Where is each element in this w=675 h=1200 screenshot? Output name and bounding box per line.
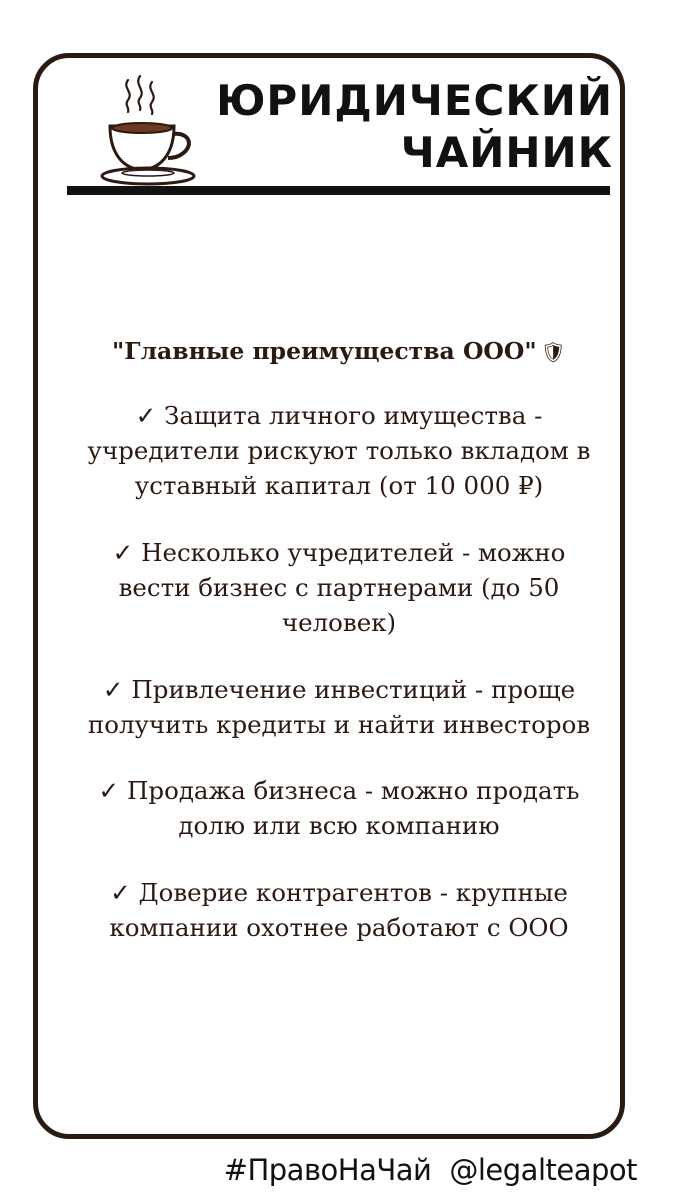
hashtag-link[interactable]: #ПравоНаЧай bbox=[223, 1153, 432, 1187]
benefit-line: ✓ Несколько учредителей - можно bbox=[112, 538, 566, 567]
benefit-line: ✓ Доверие контрагентов - крупные bbox=[110, 878, 568, 907]
benefit-item bbox=[66, 875, 612, 945]
brand-title-line1: ЮРИДИЧЕСКИЙ bbox=[216, 76, 613, 125]
post-heading bbox=[66, 333, 612, 370]
brand-title-line2: ЧАЙНИК bbox=[400, 128, 613, 177]
teacup-icon bbox=[98, 72, 202, 188]
checkmark-icon: ✓ bbox=[135, 401, 157, 430]
benefit-item bbox=[66, 398, 612, 503]
post-heading-text: "Главные преимущества ООО" bbox=[112, 337, 537, 365]
footer bbox=[224, 1150, 637, 1190]
benefit-line: уставный капитал (от 10 000 ₽) bbox=[134, 471, 544, 500]
benefit-line: ✓ Продажа бизнеса - можно продать bbox=[98, 776, 580, 805]
benefit-line: компании охотнее работают с ООО bbox=[109, 913, 569, 942]
benefit-line: получить кредиты и найти инвесторов bbox=[87, 710, 591, 739]
benefit-line: вести бизнес с партнерами (до 50 bbox=[118, 573, 560, 602]
benefit-item bbox=[66, 773, 612, 843]
brand-title bbox=[193, 75, 613, 179]
header-divider bbox=[67, 186, 610, 195]
benefit-line: ✓ Привлечение инвестиций - проще bbox=[102, 675, 576, 704]
checkmark-icon: ✓ bbox=[110, 878, 131, 907]
shield-icon: 🛡 bbox=[540, 340, 566, 364]
benefit-line: учредители рискуют только вкладом в bbox=[87, 436, 591, 465]
benefit-line: долю или всю компанию bbox=[178, 811, 500, 840]
checkmark-icon: ✓ bbox=[98, 776, 120, 805]
benefit-item bbox=[66, 672, 612, 742]
checkmark-icon: ✓ bbox=[102, 675, 124, 704]
benefit-line: ✓ Защита личного имущества - bbox=[135, 401, 543, 430]
benefit-item bbox=[66, 535, 612, 640]
benefit-line: человек) bbox=[281, 608, 397, 637]
handle-link[interactable]: @legalteapot bbox=[449, 1153, 637, 1187]
checkmark-icon: ✓ bbox=[112, 538, 134, 567]
